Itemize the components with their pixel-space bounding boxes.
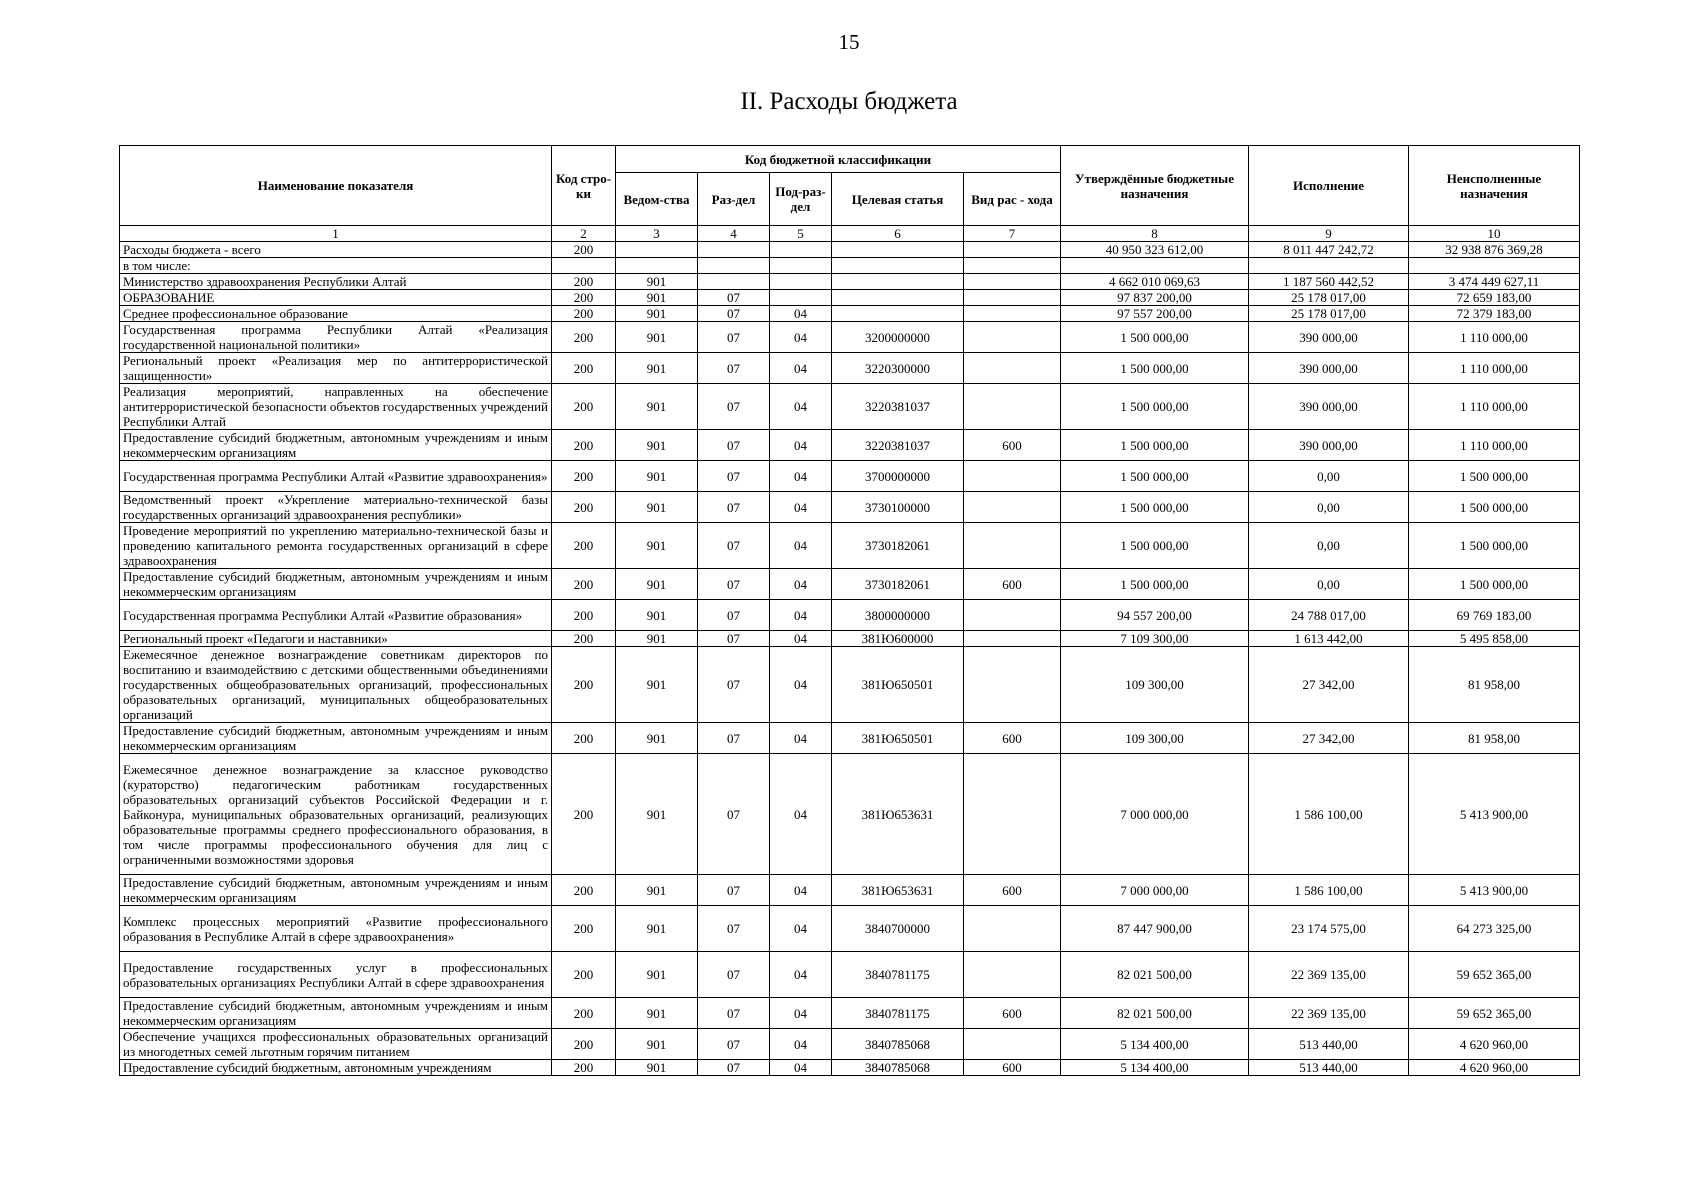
row-target xyxy=(832,290,964,306)
row-code: 200 xyxy=(552,306,616,322)
row-dept: 901 xyxy=(616,384,698,430)
row-subsection: 04 xyxy=(770,569,832,600)
row-target: 3840700000 xyxy=(832,906,964,952)
row-unexecuted: 59 652 365,00 xyxy=(1409,952,1580,998)
row-target xyxy=(832,242,964,258)
table-row xyxy=(120,353,1580,384)
row-dept: 901 xyxy=(616,875,698,906)
row-executed: 390 000,00 xyxy=(1249,384,1409,430)
row-executed: 513 440,00 xyxy=(1249,1060,1409,1076)
row-name: Предоставление субсидий бюджетным, автономным учреждениям и иным некоммерческим организациям xyxy=(120,569,552,600)
row-name: Предоставление субсидий бюджетным, автономным учреждениям xyxy=(120,1060,552,1076)
row-code: 200 xyxy=(552,492,616,523)
row-unexecuted: 1 110 000,00 xyxy=(1409,430,1580,461)
row-exp-type: 600 xyxy=(964,430,1061,461)
row-unexecuted: 1 500 000,00 xyxy=(1409,492,1580,523)
row-section: 07 xyxy=(698,1060,770,1076)
row-approved: 97 557 200,00 xyxy=(1061,306,1249,322)
row-section: 07 xyxy=(698,569,770,600)
row-exp-type xyxy=(964,258,1061,274)
row-approved: 1 500 000,00 xyxy=(1061,430,1249,461)
row-approved: 4 662 010 069,63 xyxy=(1061,274,1249,290)
row-code: 200 xyxy=(552,600,616,631)
row-code: 200 xyxy=(552,754,616,875)
row-code: 200 xyxy=(552,647,616,723)
row-executed xyxy=(1249,258,1409,274)
table-row xyxy=(120,754,1580,875)
table-row xyxy=(120,242,1580,258)
row-code: 200 xyxy=(552,998,616,1029)
row-code: 200 xyxy=(552,353,616,384)
row-executed: 1 187 560 442,52 xyxy=(1249,274,1409,290)
row-target: 3840785068 xyxy=(832,1029,964,1060)
row-exp-type xyxy=(964,274,1061,290)
row-executed: 390 000,00 xyxy=(1249,322,1409,353)
row-unexecuted: 1 500 000,00 xyxy=(1409,461,1580,492)
row-exp-type xyxy=(964,353,1061,384)
row-name: Обеспечение учащихся профессиональных образовательных организаций из многодетных семей льготным горячим питанием xyxy=(120,1029,552,1060)
row-code: 200 xyxy=(552,322,616,353)
row-unexecuted: 1 110 000,00 xyxy=(1409,384,1580,430)
row-name: Реализация мероприятий, направленных на обеспечение антитеррористической безопасности объектов государственных учреждений Республики Алтай xyxy=(120,384,552,430)
row-approved: 94 557 200,00 xyxy=(1061,600,1249,631)
header-name: Наименование показателя xyxy=(120,146,552,226)
row-code: 200 xyxy=(552,274,616,290)
row-subsection: 04 xyxy=(770,647,832,723)
row-approved: 87 447 900,00 xyxy=(1061,906,1249,952)
row-code: 200 xyxy=(552,430,616,461)
row-section xyxy=(698,242,770,258)
row-exp-type xyxy=(964,290,1061,306)
header-executed: Исполнение xyxy=(1249,146,1409,226)
table-row xyxy=(120,322,1580,353)
row-executed: 22 369 135,00 xyxy=(1249,998,1409,1029)
row-executed: 27 342,00 xyxy=(1249,723,1409,754)
table-row xyxy=(120,906,1580,952)
table-header xyxy=(120,146,1580,242)
header-exp-type: Вид рас - хода xyxy=(964,173,1061,226)
row-name: Предоставление субсидий бюджетным, автономным учреждениям и иным некоммерческим организациям xyxy=(120,430,552,461)
row-unexecuted: 59 652 365,00 xyxy=(1409,998,1580,1029)
row-name: Ежемесячное денежное вознаграждение советникам директоров по воспитанию и взаимодействию с детскими общественными объединениями государственных общеобразовательных организаций, профессиональных образовательных организаций, муниципальных общеобразовательных организаций xyxy=(120,647,552,723)
row-target: 3800000000 xyxy=(832,600,964,631)
row-unexecuted: 1 500 000,00 xyxy=(1409,569,1580,600)
row-exp-type xyxy=(964,461,1061,492)
row-approved: 5 134 400,00 xyxy=(1061,1029,1249,1060)
row-section: 07 xyxy=(698,952,770,998)
row-subsection: 04 xyxy=(770,306,832,322)
row-target: 381Ю600000 xyxy=(832,631,964,647)
row-executed: 0,00 xyxy=(1249,492,1409,523)
row-target xyxy=(832,258,964,274)
row-dept: 901 xyxy=(616,569,698,600)
header-classification: Код бюджетной классификации xyxy=(616,146,1061,173)
row-dept: 901 xyxy=(616,430,698,461)
row-unexecuted: 4 620 960,00 xyxy=(1409,1029,1580,1060)
row-name: Государственная программа Республики Алтай «Реализация государственной национальной политики» xyxy=(120,322,552,353)
row-code xyxy=(552,258,616,274)
row-unexecuted: 64 273 325,00 xyxy=(1409,906,1580,952)
table-row xyxy=(120,461,1580,492)
row-approved: 1 500 000,00 xyxy=(1061,384,1249,430)
header-unexecuted: Неисполненные назначения xyxy=(1409,146,1580,226)
table-row xyxy=(120,631,1580,647)
row-executed: 8 011 447 242,72 xyxy=(1249,242,1409,258)
row-unexecuted: 81 958,00 xyxy=(1409,647,1580,723)
row-name: Региональный проект «Педагоги и наставники» xyxy=(120,631,552,647)
column-number: 4 xyxy=(698,226,770,242)
row-executed: 25 178 017,00 xyxy=(1249,290,1409,306)
table-row xyxy=(120,600,1580,631)
row-unexecuted: 81 958,00 xyxy=(1409,723,1580,754)
column-numbers-row xyxy=(120,226,1580,242)
row-approved: 7 000 000,00 xyxy=(1061,875,1249,906)
table-row xyxy=(120,384,1580,430)
row-target: 3840781175 xyxy=(832,998,964,1029)
row-unexecuted: 5 495 858,00 xyxy=(1409,631,1580,647)
row-unexecuted: 69 769 183,00 xyxy=(1409,600,1580,631)
row-section: 07 xyxy=(698,523,770,569)
row-name: Ведомственный проект «Укрепление материально-технической базы государственных организаций здравоохранения республики» xyxy=(120,492,552,523)
row-executed: 0,00 xyxy=(1249,461,1409,492)
column-number: 1 xyxy=(120,226,552,242)
row-target: 3730100000 xyxy=(832,492,964,523)
column-number: 6 xyxy=(832,226,964,242)
row-approved: 5 134 400,00 xyxy=(1061,1060,1249,1076)
row-code: 200 xyxy=(552,523,616,569)
row-target: 381Ю653631 xyxy=(832,875,964,906)
row-exp-type xyxy=(964,492,1061,523)
row-dept: 901 xyxy=(616,631,698,647)
row-dept xyxy=(616,258,698,274)
row-approved: 1 500 000,00 xyxy=(1061,461,1249,492)
row-executed: 23 174 575,00 xyxy=(1249,906,1409,952)
row-executed: 1 586 100,00 xyxy=(1249,875,1409,906)
row-dept: 901 xyxy=(616,461,698,492)
row-target: 3730182061 xyxy=(832,523,964,569)
row-code: 200 xyxy=(552,1029,616,1060)
header-target: Целевая статья xyxy=(832,173,964,226)
row-dept: 901 xyxy=(616,492,698,523)
row-dept: 901 xyxy=(616,723,698,754)
row-dept: 901 xyxy=(616,1060,698,1076)
row-target: 3220300000 xyxy=(832,353,964,384)
row-name: ОБРАЗОВАНИЕ xyxy=(120,290,552,306)
row-target: 3220381037 xyxy=(832,430,964,461)
row-approved: 1 500 000,00 xyxy=(1061,569,1249,600)
row-approved: 82 021 500,00 xyxy=(1061,952,1249,998)
table-row xyxy=(120,1060,1580,1076)
row-dept: 901 xyxy=(616,306,698,322)
row-approved: 97 837 200,00 xyxy=(1061,290,1249,306)
column-number: 7 xyxy=(964,226,1061,242)
row-approved: 109 300,00 xyxy=(1061,723,1249,754)
row-dept: 901 xyxy=(616,290,698,306)
budget-expenses-table xyxy=(119,145,1580,1076)
row-code: 200 xyxy=(552,875,616,906)
table-row xyxy=(120,258,1580,274)
row-target: 3730182061 xyxy=(832,569,964,600)
row-subsection xyxy=(770,242,832,258)
header-code: Код стро-ки xyxy=(552,146,616,226)
column-number: 8 xyxy=(1061,226,1249,242)
row-code: 200 xyxy=(552,384,616,430)
row-approved: 1 500 000,00 xyxy=(1061,492,1249,523)
row-executed: 390 000,00 xyxy=(1249,353,1409,384)
row-unexecuted: 32 938 876 369,28 xyxy=(1409,242,1580,258)
row-exp-type xyxy=(964,523,1061,569)
row-exp-type: 600 xyxy=(964,875,1061,906)
row-subsection: 04 xyxy=(770,952,832,998)
row-exp-type xyxy=(964,384,1061,430)
row-approved: 82 021 500,00 xyxy=(1061,998,1249,1029)
table-row xyxy=(120,274,1580,290)
row-approved: 1 500 000,00 xyxy=(1061,353,1249,384)
row-dept: 901 xyxy=(616,353,698,384)
row-section: 07 xyxy=(698,306,770,322)
row-executed: 27 342,00 xyxy=(1249,647,1409,723)
row-target xyxy=(832,306,964,322)
row-subsection: 04 xyxy=(770,600,832,631)
table-row xyxy=(120,723,1580,754)
row-dept: 901 xyxy=(616,1029,698,1060)
row-approved xyxy=(1061,258,1249,274)
row-subsection: 04 xyxy=(770,875,832,906)
row-exp-type xyxy=(964,322,1061,353)
row-dept: 901 xyxy=(616,322,698,353)
row-subsection: 04 xyxy=(770,353,832,384)
row-unexecuted: 72 379 183,00 xyxy=(1409,306,1580,322)
row-subsection: 04 xyxy=(770,492,832,523)
row-target xyxy=(832,274,964,290)
row-section: 07 xyxy=(698,384,770,430)
row-target: 3840785068 xyxy=(832,1060,964,1076)
column-number: 5 xyxy=(770,226,832,242)
row-subsection: 04 xyxy=(770,523,832,569)
row-subsection: 04 xyxy=(770,461,832,492)
row-exp-type xyxy=(964,631,1061,647)
table-row xyxy=(120,290,1580,306)
table-row xyxy=(120,523,1580,569)
column-number: 2 xyxy=(552,226,616,242)
row-target: 3700000000 xyxy=(832,461,964,492)
row-section: 07 xyxy=(698,353,770,384)
row-code: 200 xyxy=(552,723,616,754)
header-dept: Ведом-ства xyxy=(616,173,698,226)
row-code: 200 xyxy=(552,952,616,998)
row-subsection: 04 xyxy=(770,322,832,353)
header-approved: Утверждённые бюджетные назначения xyxy=(1061,146,1249,226)
row-target: 3200000000 xyxy=(832,322,964,353)
row-section: 07 xyxy=(698,754,770,875)
row-subsection: 04 xyxy=(770,384,832,430)
row-dept: 901 xyxy=(616,906,698,952)
row-approved: 7 109 300,00 xyxy=(1061,631,1249,647)
row-unexecuted: 1 500 000,00 xyxy=(1409,523,1580,569)
row-name: Ежемесячное денежное вознаграждение за классное руководство (кураторство) педагогическим работникам государственных образовательных организаций субъектов Российской Федерации и г. Байконура, муниципальных образовательных организаций, реализующих образовательные программы среднего профессионального образования, в том числе программы профессионального обучения для лиц с ограниченными возможностями здоровья xyxy=(120,754,552,875)
row-code: 200 xyxy=(552,569,616,600)
row-code: 200 xyxy=(552,290,616,306)
row-target: 381Ю653631 xyxy=(832,754,964,875)
row-exp-type xyxy=(964,906,1061,952)
row-subsection: 04 xyxy=(770,430,832,461)
row-name: Среднее профессиональное образование xyxy=(120,306,552,322)
row-name: Проведение мероприятий по укреплению материально-технической базы и проведению капитального ремонта государственных организаций в сфере здравоохранения xyxy=(120,523,552,569)
row-name: Предоставление государственных услуг в профессиональных образовательных организациях Республики Алтай в сфере здравоохранения xyxy=(120,952,552,998)
row-exp-type: 600 xyxy=(964,723,1061,754)
table-row xyxy=(120,647,1580,723)
row-code: 200 xyxy=(552,242,616,258)
row-name: Предоставление субсидий бюджетным, автономным учреждениям и иным некоммерческим организациям xyxy=(120,875,552,906)
row-code: 200 xyxy=(552,631,616,647)
row-subsection xyxy=(770,290,832,306)
row-section: 07 xyxy=(698,1029,770,1060)
column-number: 3 xyxy=(616,226,698,242)
column-number: 10 xyxy=(1409,226,1580,242)
row-dept: 901 xyxy=(616,754,698,875)
row-section: 07 xyxy=(698,430,770,461)
row-name: Предоставление субсидий бюджетным, автономным учреждениям и иным некоммерческим организациям xyxy=(120,998,552,1029)
table-row xyxy=(120,998,1580,1029)
row-code: 200 xyxy=(552,461,616,492)
row-section: 07 xyxy=(698,461,770,492)
row-name: в том числе: xyxy=(120,258,552,274)
row-exp-type xyxy=(964,306,1061,322)
row-executed: 22 369 135,00 xyxy=(1249,952,1409,998)
table-body xyxy=(120,242,1580,1076)
row-target: 381Ю650501 xyxy=(832,647,964,723)
row-approved: 1 500 000,00 xyxy=(1061,322,1249,353)
row-code: 200 xyxy=(552,906,616,952)
row-section: 07 xyxy=(698,647,770,723)
header-subsection: Под-раз-дел xyxy=(770,173,832,226)
row-section: 07 xyxy=(698,875,770,906)
row-exp-type xyxy=(964,1029,1061,1060)
row-section: 07 xyxy=(698,290,770,306)
row-unexecuted: 5 413 900,00 xyxy=(1409,754,1580,875)
table-row xyxy=(120,492,1580,523)
row-name: Государственная программа Республики Алтай «Развитие здравоохранения» xyxy=(120,461,552,492)
row-section: 07 xyxy=(698,600,770,631)
row-subsection: 04 xyxy=(770,754,832,875)
row-exp-type xyxy=(964,600,1061,631)
table-row xyxy=(120,569,1580,600)
row-subsection xyxy=(770,258,832,274)
row-subsection: 04 xyxy=(770,631,832,647)
row-dept: 901 xyxy=(616,998,698,1029)
row-target: 3220381037 xyxy=(832,384,964,430)
row-subsection: 04 xyxy=(770,1029,832,1060)
row-executed: 0,00 xyxy=(1249,523,1409,569)
table-row xyxy=(120,952,1580,998)
row-section xyxy=(698,258,770,274)
row-subsection: 04 xyxy=(770,723,832,754)
row-name: Государственная программа Республики Алтай «Развитие образования» xyxy=(120,600,552,631)
row-subsection xyxy=(770,274,832,290)
table-row xyxy=(120,306,1580,322)
row-exp-type: 600 xyxy=(964,569,1061,600)
table-row xyxy=(120,1029,1580,1060)
row-approved: 1 500 000,00 xyxy=(1061,523,1249,569)
row-name: Министерство здравоохранения Республики Алтай xyxy=(120,274,552,290)
row-unexecuted: 4 620 960,00 xyxy=(1409,1060,1580,1076)
table-row xyxy=(120,430,1580,461)
row-approved: 7 000 000,00 xyxy=(1061,754,1249,875)
row-unexecuted xyxy=(1409,258,1580,274)
row-executed: 1 613 442,00 xyxy=(1249,631,1409,647)
row-subsection: 04 xyxy=(770,906,832,952)
row-executed: 24 788 017,00 xyxy=(1249,600,1409,631)
header-section: Раз-дел xyxy=(698,173,770,226)
row-section: 07 xyxy=(698,906,770,952)
row-section xyxy=(698,274,770,290)
row-name: Предоставление субсидий бюджетным, автономным учреждениям и иным некоммерческим организациям xyxy=(120,723,552,754)
page-number: 15 xyxy=(838,30,860,54)
row-section: 07 xyxy=(698,723,770,754)
row-dept: 901 xyxy=(616,952,698,998)
row-subsection: 04 xyxy=(770,998,832,1029)
row-executed: 513 440,00 xyxy=(1249,1029,1409,1060)
row-executed: 0,00 xyxy=(1249,569,1409,600)
row-exp-type: 600 xyxy=(964,1060,1061,1076)
row-exp-type xyxy=(964,647,1061,723)
row-exp-type xyxy=(964,754,1061,875)
row-section: 07 xyxy=(698,631,770,647)
row-unexecuted: 1 110 000,00 xyxy=(1409,322,1580,353)
row-executed: 390 000,00 xyxy=(1249,430,1409,461)
row-executed: 1 586 100,00 xyxy=(1249,754,1409,875)
page-title: II. Расходы бюджета xyxy=(740,88,958,115)
row-section: 07 xyxy=(698,492,770,523)
row-executed: 25 178 017,00 xyxy=(1249,306,1409,322)
column-number: 9 xyxy=(1249,226,1409,242)
row-exp-type: 600 xyxy=(964,998,1061,1029)
row-target: 3840781175 xyxy=(832,952,964,998)
row-subsection: 04 xyxy=(770,1060,832,1076)
row-unexecuted: 1 110 000,00 xyxy=(1409,353,1580,384)
row-dept xyxy=(616,242,698,258)
row-dept: 901 xyxy=(616,600,698,631)
row-unexecuted: 72 659 183,00 xyxy=(1409,290,1580,306)
table-row xyxy=(120,875,1580,906)
row-code: 200 xyxy=(552,1060,616,1076)
row-dept: 901 xyxy=(616,523,698,569)
row-target: 381Ю650501 xyxy=(832,723,964,754)
row-exp-type xyxy=(964,952,1061,998)
row-unexecuted: 3 474 449 627,11 xyxy=(1409,274,1580,290)
row-name: Расходы бюджета - всего xyxy=(120,242,552,258)
row-dept: 901 xyxy=(616,274,698,290)
row-unexecuted: 5 413 900,00 xyxy=(1409,875,1580,906)
row-approved: 40 950 323 612,00 xyxy=(1061,242,1249,258)
row-name: Комплекс процессных мероприятий «Развитие профессионального образования в Республике Алтай в сфере здравоохранения» xyxy=(120,906,552,952)
row-section: 07 xyxy=(698,998,770,1029)
row-exp-type xyxy=(964,242,1061,258)
row-approved: 109 300,00 xyxy=(1061,647,1249,723)
row-section: 07 xyxy=(698,322,770,353)
row-name: Региональный проект «Реализация мер по антитеррористической защищенности» xyxy=(120,353,552,384)
row-dept: 901 xyxy=(616,647,698,723)
